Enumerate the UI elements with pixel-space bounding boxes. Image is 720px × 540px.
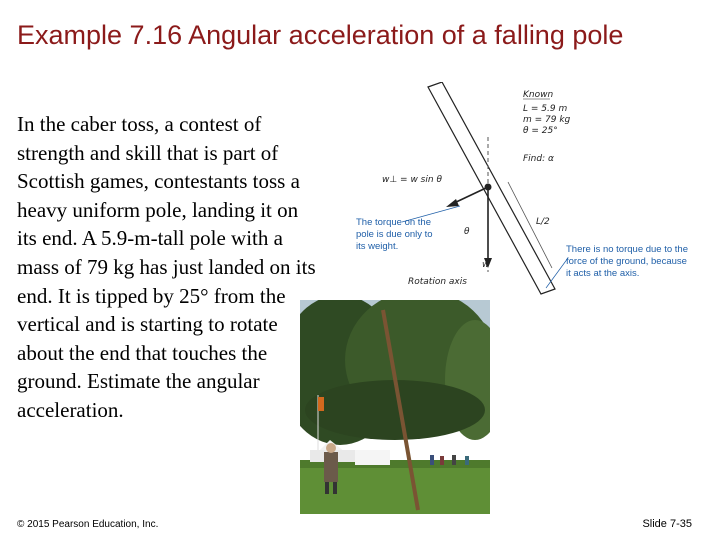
perpendicular-arrowhead	[446, 199, 459, 207]
torque-caption-line3: its weight.	[356, 241, 399, 252]
weight-label: w	[482, 260, 490, 270]
slide-title: Example 7.16 Angular acceleration of a falling pole	[17, 20, 624, 50]
known-angle: θ = 25°	[523, 126, 558, 136]
photo-athlete	[324, 452, 338, 482]
known-title: Known	[523, 90, 554, 100]
perpendicular-weight-label: w⊥ = w sin θ	[382, 175, 442, 185]
torque-caption-line2: pole is due only to	[356, 229, 433, 240]
copyright-notice: © 2015 Pearson Education, Inc.	[17, 519, 159, 530]
problem-statement: In the caber toss, a contest of strength and skill that is part of Scottish games, contestants toss a heavy uniform pole, landing it on its end. A 5.9-m-tall pole with a mass of 79 kg has just landed on its end. It is tipped by 25° from the vertical and is starting to rotate about the end that touches the ground. Estimate the angular acceleration.	[17, 112, 316, 422]
caber-toss-photo	[300, 300, 490, 514]
torque-caption-line1: The torque on the	[356, 217, 431, 228]
axis-caption-line1: There is no torque due to the	[566, 244, 688, 255]
known-mass: m = 79 kg	[523, 115, 571, 125]
axis-caption-line2: force of the ground, because	[566, 256, 687, 267]
theta-label: θ	[464, 227, 470, 237]
find-label: Find: α	[523, 154, 554, 164]
rotation-axis-label: Rotation axis	[408, 277, 467, 287]
perpendicular-component-vector	[452, 187, 488, 204]
axis-caption-line3: it acts at the axis.	[566, 268, 640, 279]
half-length-label: L/2	[536, 217, 550, 227]
known-length: L = 5.9 m	[523, 104, 568, 114]
slide-number: Slide 7-35	[642, 518, 692, 530]
photo-van	[355, 450, 390, 465]
free-body-diagram	[340, 82, 715, 297]
